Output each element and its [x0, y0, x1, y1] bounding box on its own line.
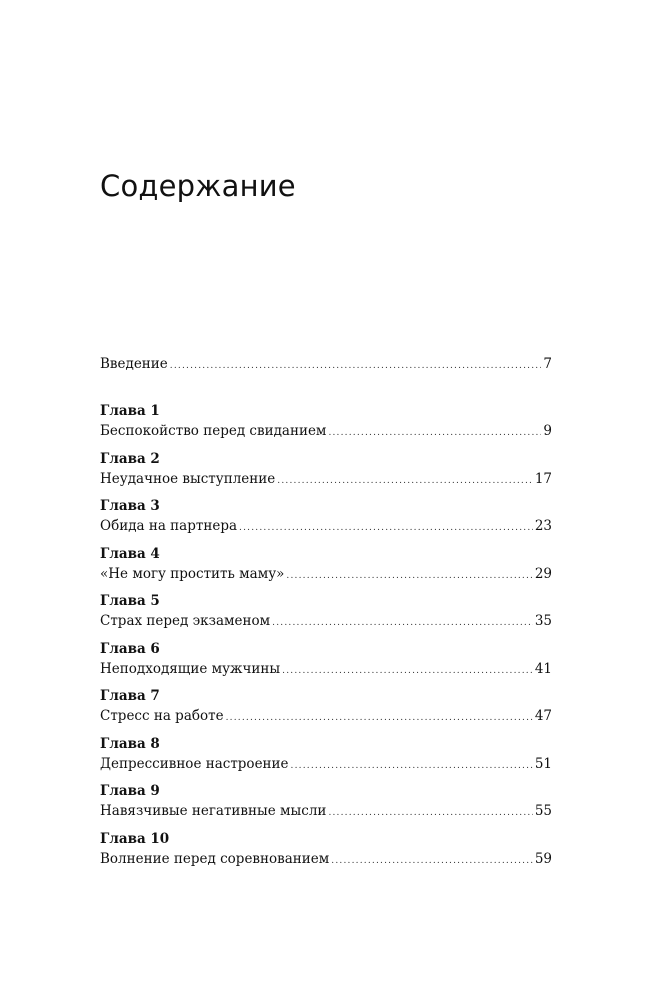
toc-entry-title: Волнение перед соревнованием [100, 850, 330, 867]
toc-entry-title: Стресс на работе [100, 708, 224, 724]
toc-entry-page: 7 [543, 356, 552, 372]
toc-entry-title: «Не могу простить маму» [100, 565, 285, 582]
toc-entry-page: 41 [534, 660, 552, 677]
dot-leader [239, 518, 533, 538]
toc-entry-page: 9 [543, 423, 552, 439]
toc-chapter-6[interactable] [100, 639, 552, 687]
toc-chapter-5[interactable] [100, 591, 552, 639]
chapter-label: Глава 7 [100, 688, 160, 704]
chapter-label: Глава 2 [100, 450, 160, 467]
dot-leader [328, 423, 541, 443]
toc-chapter-10[interactable] [100, 829, 552, 877]
toc-entry-page: 35 [534, 613, 552, 629]
toc-chapter-9[interactable] [100, 781, 552, 829]
dot-leader [328, 803, 532, 823]
toc-entry-page: 29 [534, 565, 552, 582]
toc-entry-page: 47 [534, 708, 552, 724]
dot-leader [226, 708, 533, 728]
toc-entry-title: Депрессивное настроение [100, 755, 289, 772]
dot-leader [331, 851, 533, 871]
toc-entry-title: Неподходящие мужчины [100, 660, 281, 677]
toc-chapter-1[interactable] [100, 401, 552, 449]
toc-entry-page: 23 [534, 518, 552, 534]
toc-entry-title: Обида на партнера [100, 518, 238, 534]
chapter-label: Глава 6 [100, 640, 160, 657]
toc-entry-title: Навязчивые негативные мысли [100, 803, 327, 819]
toc-chapter-7[interactable] [100, 686, 552, 734]
page-title: Содержание [100, 169, 296, 203]
toc-entry-page: 59 [534, 850, 552, 867]
chapter-label: Глава 3 [100, 498, 160, 514]
dot-leader [277, 471, 533, 491]
chapter-label: Глава 8 [100, 735, 160, 752]
chapter-label: Глава 10 [100, 830, 170, 847]
toc-entry-title: Страх перед экзаменом [100, 613, 271, 629]
toc-entry-page: 51 [534, 755, 552, 772]
chapter-label: Глава 9 [100, 783, 160, 799]
toc-entry-page: 17 [534, 470, 552, 487]
toc-chapter-2[interactable] [100, 449, 552, 497]
chapter-label: Глава 4 [100, 545, 160, 562]
dot-leader [170, 356, 542, 376]
toc-entry-title: Неудачное выступление [100, 470, 276, 487]
toc-entry-title: Беспокойство перед свиданием [100, 423, 327, 439]
toc-chapter-8[interactable] [100, 734, 552, 782]
dot-leader [272, 613, 533, 633]
toc-entry-title: Введение [100, 356, 168, 372]
dot-leader [286, 566, 532, 586]
dot-leader [291, 756, 533, 776]
table-of-contents [100, 354, 552, 876]
toc-chapter-4[interactable] [100, 544, 552, 592]
dot-leader [282, 661, 533, 681]
toc-entry-page: 55 [534, 803, 552, 819]
chapter-label: Глава 5 [100, 593, 160, 609]
chapter-label: Глава 1 [100, 403, 160, 419]
toc-chapter-3[interactable] [100, 496, 552, 544]
toc-entry-intro[interactable] [100, 354, 552, 374]
